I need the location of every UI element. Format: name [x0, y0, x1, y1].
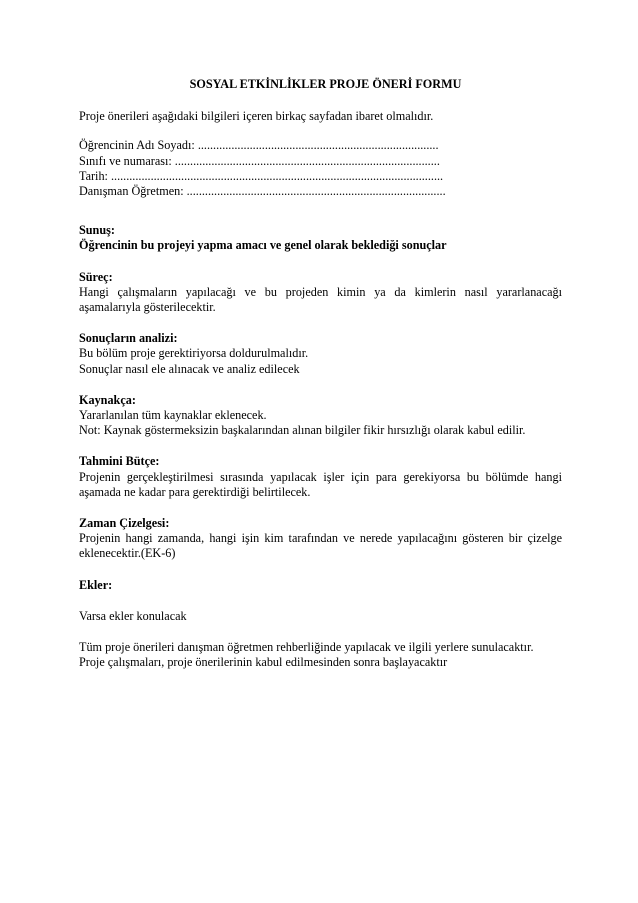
field-date: Tarih: .............................................................................................................: [79, 168, 444, 183]
section-text: Projenin hangi zamanda, hangi işin kim tarafından ve nerede yapılacağını gösteren bir çizelge eklenecektir.(EK-6): [79, 531, 562, 561]
section-zaman: [79, 516, 562, 562]
section-sonuclar: [79, 331, 562, 377]
section-text: Projenin gerçekleştirilmesi sırasında yapılacak işler için para gerekiyorsa bu bölümde hangi aşamada ne kadar para gerektirdiği belirtilecek.: [79, 469, 562, 499]
section-text: Sonuçlar nasıl ele alınacak ve analiz edilecek: [79, 361, 300, 376]
section-text: Hangi çalışmaların yapılacağı ve bu projeden kimin ya da kimlerin nasıl yararlanacağı aşamalarıyla gösterilecektir.: [79, 284, 562, 315]
section-kaynakca: [79, 393, 562, 439]
field-student-name: Öğrencinin Adı Soyadı: ...............................................................................: [79, 138, 439, 153]
section-heading: Sunuş:: [79, 223, 115, 238]
section-sunus: [79, 223, 562, 253]
section-heading: Ekler:: [79, 577, 113, 592]
section-text: Bu bölüm proje gerektiriyorsa doldurulmalıdır.: [79, 346, 309, 361]
section-surec: [79, 270, 562, 316]
section-heading: Kaynakça:: [79, 392, 136, 407]
document-body: [79, 77, 562, 670]
section-heading: Süreç:: [79, 269, 113, 284]
closing-text: Tüm proje önerileri danışman öğretmen rehberliğinde yapılacak ve ilgili yerlere sunulacaktır. Proje çalışmaları, proje önerilerinin kabul edilmesinden sonra başlayacaktır: [79, 640, 534, 670]
form-title: SOSYAL ETKİNLİKLER PROJE ÖNERİ FORMU: [189, 77, 462, 91]
section-text: Yararlanılan tüm kaynaklar eklenecek.: [79, 408, 267, 423]
info-fields: [79, 138, 562, 199]
section-ekler: [79, 578, 562, 624]
section-heading: Zaman Çizelgesi:: [79, 516, 170, 531]
field-advisor: Danışman Öğretmen: .....................................................................................: [79, 184, 446, 199]
section-subheading: Öğrencinin bu projeyi yapma amacı ve genel olarak beklediği sonuçlar: [79, 238, 447, 253]
section-butce: [79, 454, 562, 500]
section-text: Not: Kaynak göstermeksizin başkalarından alınan bilgiler fikir hırsızlığı olarak kabul edilir.: [79, 423, 526, 438]
section-heading: Sonuçların analizi:: [79, 331, 178, 346]
intro-text: Proje önerileri aşağıdaki bilgileri içeren birkaç sayfadan ibaret olmalıdır.: [79, 109, 434, 124]
section-heading: Tahmini Bütçe:: [79, 454, 160, 469]
field-class-number: Sınıfı ve numarası: .......................................................................................: [79, 153, 440, 168]
section-text: Varsa ekler konulacak: [79, 608, 187, 623]
